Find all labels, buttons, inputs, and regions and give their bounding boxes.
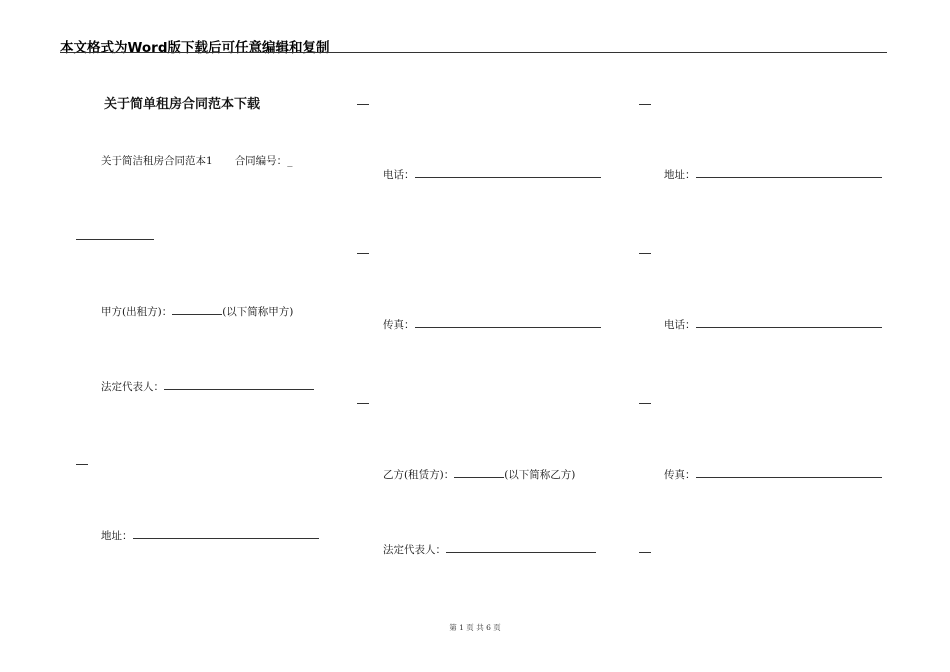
intro-line: [101, 154, 292, 168]
continuation-dash: [639, 253, 651, 254]
party-b-fax-label: 传真：: [664, 469, 696, 481]
party-b-address-line: [664, 167, 882, 182]
party-b-fax-line: [664, 467, 882, 482]
continuation-dash: [639, 552, 651, 553]
party-b-phone-label: 电话：: [664, 319, 696, 331]
party-a-line: [101, 304, 293, 319]
party-a-fax-label: 传真：: [383, 319, 415, 331]
continuation-dash: [639, 403, 651, 404]
document-header: 本文格式为Word版下载后可任意编辑和复制: [60, 40, 330, 56]
continuation-dash: [76, 464, 88, 465]
continuation-dash: [639, 104, 651, 105]
party-b-phone-blank: [696, 317, 882, 328]
party-b-legal-rep-label: 法定代表人：: [383, 544, 446, 556]
party-a-address-line: [101, 528, 319, 543]
contract-number-blank: [76, 239, 154, 240]
party-a-phone-line: [383, 167, 601, 182]
party-a-legal-rep-line: [101, 379, 314, 394]
party-b-phone-line: [664, 317, 882, 332]
page-footer: 第 1 页 共 6 页: [449, 623, 501, 632]
contract-number-label: 合同编号：: [234, 155, 288, 167]
document-title: 关于简单租房合同范本下载: [104, 97, 261, 112]
party-b-address-blank: [696, 167, 882, 178]
party-b-fax-blank: [696, 467, 882, 478]
party-a-phone-label: 电话：: [383, 169, 415, 181]
party-a-blank: [172, 304, 222, 315]
party-a-fax-line: [383, 317, 601, 332]
party-a-address-blank: [133, 528, 319, 539]
party-a-phone-blank: [415, 167, 601, 178]
party-b-address-label: 地址：: [664, 169, 696, 181]
party-a-suffix: (以下简称甲方): [222, 306, 294, 318]
continuation-dash: [357, 253, 369, 254]
party-a-fax-blank: [415, 317, 601, 328]
party-a-label: 甲方(出租方)：: [101, 306, 173, 318]
party-b-label: 乙方(租赁方)：: [383, 469, 455, 481]
intro-text: 关于简洁租房合同范本1: [101, 155, 213, 167]
contract-number-value: _: [287, 155, 293, 167]
header-divider: [60, 52, 887, 53]
party-b-blank: [454, 467, 504, 478]
party-b-suffix: (以下简称乙方): [504, 469, 576, 481]
continuation-dash: [357, 403, 369, 404]
party-a-address-label: 地址：: [101, 530, 133, 542]
party-a-legal-rep-blank: [164, 379, 314, 390]
party-b-line: [383, 467, 575, 482]
party-b-legal-rep-blank: [446, 542, 596, 553]
party-b-legal-rep-line: [383, 542, 596, 557]
party-a-legal-rep-label: 法定代表人：: [101, 381, 164, 393]
continuation-dash: [357, 104, 369, 105]
